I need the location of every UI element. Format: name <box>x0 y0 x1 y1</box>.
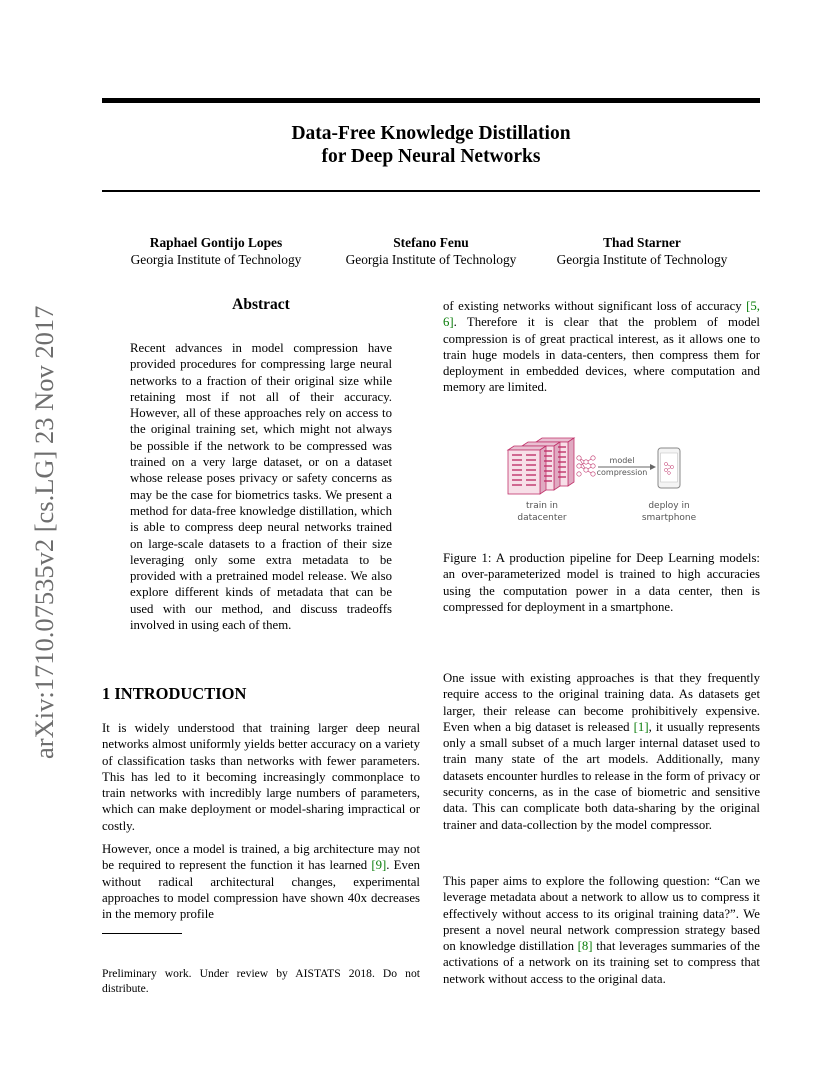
arrow-label-model: model <box>609 456 635 465</box>
right-p1-text-a: of existing networks without significant loss of accuracy <box>443 299 747 313</box>
right-p3-text-a: This paper aims to explore the following question: “Can we leverage metadata about a network to allow us to compress it effectively without access to its original training data?”. We present a novel neural network compression strategy based on knowledge distillation <box>443 874 760 954</box>
left-label-line2: datacenter <box>517 513 567 523</box>
arxiv-stamp <box>21 285 65 759</box>
citation-link[interactable]: 6] <box>443 315 454 330</box>
right-p3-text-b: that leverages summaries of the activations of a network on its training set to compress that network without access to the original data. <box>443 939 760 986</box>
footnote: Preliminary work. Under review by AISTATS 2018. Do not distribute. <box>102 967 420 995</box>
author-block-1 <box>118 235 314 268</box>
right-p2-text-a: One issue with existing approaches is that they frequently require access to the original training data. As datasets get larger, their release can become prohibitively expensive. Even when a big dataset is released <box>443 671 760 734</box>
server-rack-icon <box>508 438 574 494</box>
large-network-icon <box>577 456 595 476</box>
intro-p2-text-b: . Even without radical architectural changes, experimental approaches to model compression have shown 40x decreases in the memory profile <box>102 858 420 922</box>
smartphone-icon <box>658 448 680 488</box>
abstract-heading: Abstract <box>232 296 290 313</box>
right-p1-text-b: . Therefore it is clear that the problem of model compression is of great practical interest, as it allows one to train huge models in data-centers, then compress them for deployment in embedded devices, where computation and memory are limited. <box>443 315 760 395</box>
author-name: Thad Starner <box>603 235 681 250</box>
author-block-2 <box>332 235 530 268</box>
author-name: Stefano Fenu <box>393 235 469 250</box>
author-block-3 <box>544 235 740 268</box>
intro-p2-text-a: However, once a model is trained, a big architecture may not be required to represent the function it has learned <box>102 842 420 873</box>
citation-link[interactable]: [8] <box>577 939 593 954</box>
figure-pipeline-graphic <box>502 436 702 528</box>
arxiv-stamp-text: arXiv:1710.07535v2 [cs.LG] 23 Nov 2017 <box>29 305 59 759</box>
intro-paragraph-1: It is widely understood that training larger deep neural networks almost uniformly yields better accuracy on a variety of classification tasks than networks with fewer parameters. This has led to it becoming increasingly commonplace to train networks with incredibly large numbers of parameters, which can make deployment or model-sharing impractical or costly. <box>102 721 420 833</box>
figure-pipeline <box>502 436 702 528</box>
right-p2-text-b: , it usually represents only a small subset of a much larger internal dataset used to train many state of the art models. Additionally, many datasets encounter hurdles to release in the form of privacy or security concerns, as in the case of biometric and sensitive data. This can complicate both data-sharing by the original trainer and data-collection by the model compressor. <box>443 719 760 832</box>
right-paragraph-1 <box>443 298 760 396</box>
author-affiliation: Georgia Institute of Technology <box>345 251 517 267</box>
section-heading-introduction: 1 INTRODUCTION <box>102 684 247 703</box>
abstract-text: Recent advances in model compression have provided procedures for compressing large neural networks to a fraction of their original size while retaining most if not all of their accuracy. However, all of these approaches rely on access to the original training set, which might not always be possible if the network to be compressed was trained on a very large dataset, or on a dataset whose release poses privacy or safety concerns as may be the case for biometrics tasks. We present a method for data-free knowledge distillation, which is able to compress deep neural networks trained on large-scale datasets to a fraction of their size leveraging only some extra metadata to be provided with a pretrained model release. We also explore different kinds of metadata that can be used with our method, and discuss tradeoffs involved in using each of them. <box>130 341 392 633</box>
left-label-line1: train in <box>525 501 559 511</box>
citation-link[interactable]: [1] <box>633 719 649 734</box>
right-paragraph-3 <box>443 873 760 987</box>
right-paragraph-2 <box>443 670 760 833</box>
citation-link[interactable]: [9] <box>371 858 387 873</box>
citation-link[interactable]: [5, <box>746 299 760 313</box>
right-label-line1: deploy in <box>648 501 690 511</box>
title-rule-top <box>102 98 760 103</box>
author-name: Raphael Gontijo Lopes <box>149 235 283 250</box>
author-affiliation: Georgia Institute of Technology <box>130 251 302 267</box>
author-affiliation: Georgia Institute of Technology <box>556 251 728 267</box>
arrow-label-compression: compression <box>596 468 648 477</box>
paper-title <box>102 122 760 168</box>
title-line-2: for Deep Neural Networks <box>321 146 541 167</box>
right-label-line2: smartphone <box>641 513 697 523</box>
figure-caption: Figure 1: A production pipeline for Deep Learning models: an over-parameterized model is trained to high accuracies using the computation power in a data center, then is compressed for deployment in a smartphone. <box>443 551 760 614</box>
title-rule-bottom <box>102 190 760 192</box>
footnote-rule <box>102 933 182 934</box>
title-line-1: Data-Free Knowledge Distillation <box>291 123 571 144</box>
intro-paragraph-2 <box>102 841 420 922</box>
